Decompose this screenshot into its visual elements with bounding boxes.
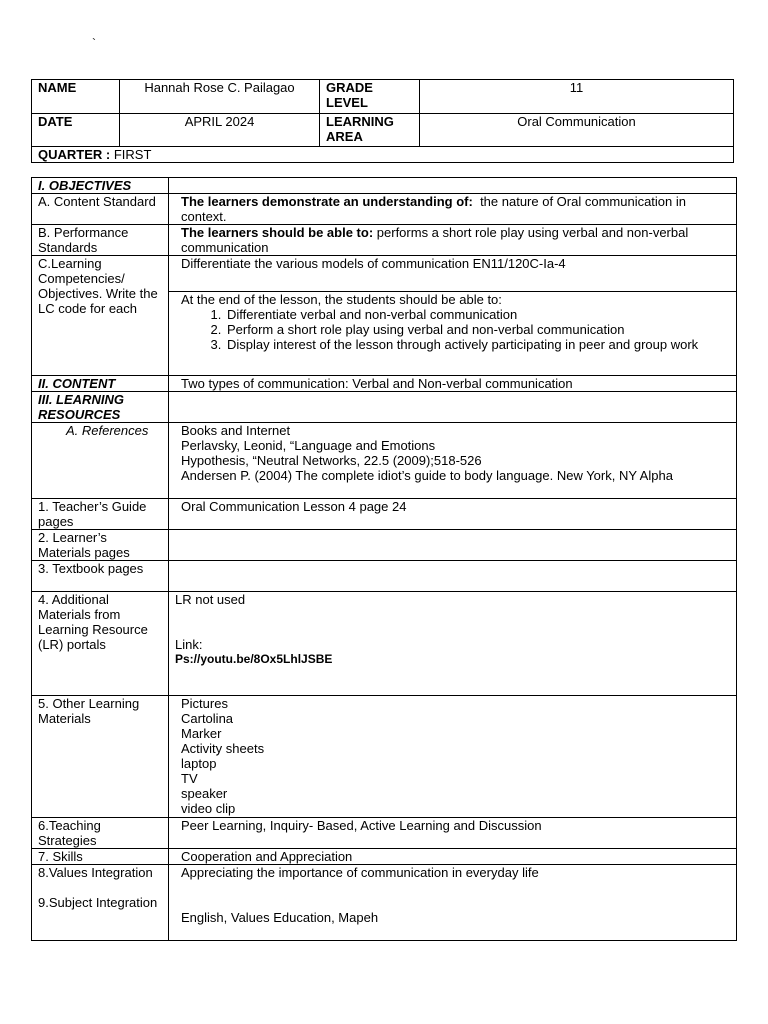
material-item: speaker — [181, 786, 228, 801]
lesson-plan-table — [31, 177, 737, 941]
subject-integration-value: English, Values Education, Mapeh — [181, 910, 379, 925]
area-value: Oral Communication — [420, 114, 734, 147]
material-item: TV — [181, 771, 198, 786]
textbook-label: 3. Textbook pages — [32, 561, 169, 592]
quarter-label: QUARTER : — [38, 147, 111, 162]
other-materials-list — [169, 696, 737, 818]
references-label: A. References — [32, 423, 169, 499]
content-heading: II. CONTENT — [32, 376, 169, 392]
content-standard-label: A. Content Standard — [32, 194, 169, 225]
video-link[interactable]: Ps://youtu.be/8Ox5LhlJSBE — [175, 652, 333, 666]
integration-labels — [32, 865, 169, 941]
performance-standards-value: The learners should be able to: performs a short role play using verbal and non-verbal communication — [169, 225, 737, 256]
competencies-label: C.Learning Competencies/ Objectives. Write the LC code for each — [32, 256, 169, 376]
grade-label: GRADE LEVEL — [320, 80, 420, 114]
teachers-guide-label: 1. Teacher’s Guide pages — [32, 499, 169, 530]
objectives-heading: I. OBJECTIVES — [32, 178, 169, 194]
content-standard-value: The learners demonstrate an understanding of: the nature of Oral communication in context. — [169, 194, 737, 225]
strategies-label: 6.Teaching Strategies — [32, 818, 169, 849]
objective-item: 1. Differentiate verbal and non-verbal communication — [225, 307, 724, 322]
date-value: APRIL 2024 — [120, 114, 320, 147]
lr-status: LR not used — [175, 592, 246, 607]
objectives-list-cell — [169, 292, 737, 376]
name-label: NAME — [32, 80, 120, 114]
grade-value: 11 — [420, 80, 734, 114]
additional-materials-label: 4. Additional Materials from Learning Resource (LR) portals — [32, 592, 169, 696]
quarter-row — [32, 147, 734, 163]
name-value: Hannah Rose C. Pailagao — [120, 80, 320, 114]
link-label: Link: — [175, 637, 203, 652]
additional-materials-value — [169, 592, 737, 696]
objective-item: 3. Display interest of the lesson through actively participating in peer and group work — [225, 337, 724, 352]
date-label: DATE — [32, 114, 120, 147]
material-item: Pictures — [181, 696, 228, 711]
subject-integration-label: 9.Subject Integration — [38, 895, 158, 910]
objectives-list — [181, 307, 724, 352]
objective-item: 2. Perform a short role play using verbal and non-verbal communication — [225, 322, 724, 337]
quarter-value: FIRST — [113, 147, 152, 162]
values-integration-value: Appreciating the importance of communication in everyday life — [181, 865, 539, 880]
material-item: laptop — [181, 756, 217, 771]
reference-line: Hypothesis, “Neutral Networks, 22.5 (2009);518-526 — [181, 453, 482, 468]
reference-line: Books and Internet — [181, 423, 291, 438]
stray-mark: ` — [92, 36, 96, 50]
reference-line: Andersen P. (2004) The complete idiot’s guide to body language. New York, NY Alpha — [181, 468, 673, 483]
material-item: video clip — [181, 801, 236, 816]
other-materials-label: 5. Other Learning Materials — [32, 696, 169, 818]
learners-materials-label: 2. Learner’s Materials pages — [32, 530, 169, 561]
area-label: LEARNING AREA — [320, 114, 420, 147]
resources-heading: III. LEARNING RESOURCES — [32, 392, 169, 423]
skills-label: 7. Skills — [32, 849, 169, 865]
teachers-guide-value: Oral Communication Lesson 4 page 24 — [169, 499, 737, 530]
reference-line: Perlavsky, Leonid, “Language and Emotions — [181, 438, 436, 453]
material-item: Cartolina — [181, 711, 234, 726]
references-value — [169, 423, 737, 499]
performance-standards-label: B. Performance Standards — [32, 225, 169, 256]
integration-values — [169, 865, 737, 941]
values-integration-label: 8.Values Integration — [38, 865, 153, 880]
competency-code: Differentiate the various models of communication EN11/120C-Ia-4 — [169, 256, 737, 292]
objectives-intro: At the end of the lesson, the students should be able to: — [181, 292, 502, 307]
strategies-value: Peer Learning, Inquiry- Based, Active Learning and Discussion — [169, 818, 737, 849]
material-item: Activity sheets — [181, 741, 265, 756]
header-table — [31, 79, 734, 163]
material-item: Marker — [181, 726, 222, 741]
skills-value: Cooperation and Appreciation — [169, 849, 737, 865]
content-value: Two types of communication: Verbal and Non-verbal communication — [169, 376, 737, 392]
